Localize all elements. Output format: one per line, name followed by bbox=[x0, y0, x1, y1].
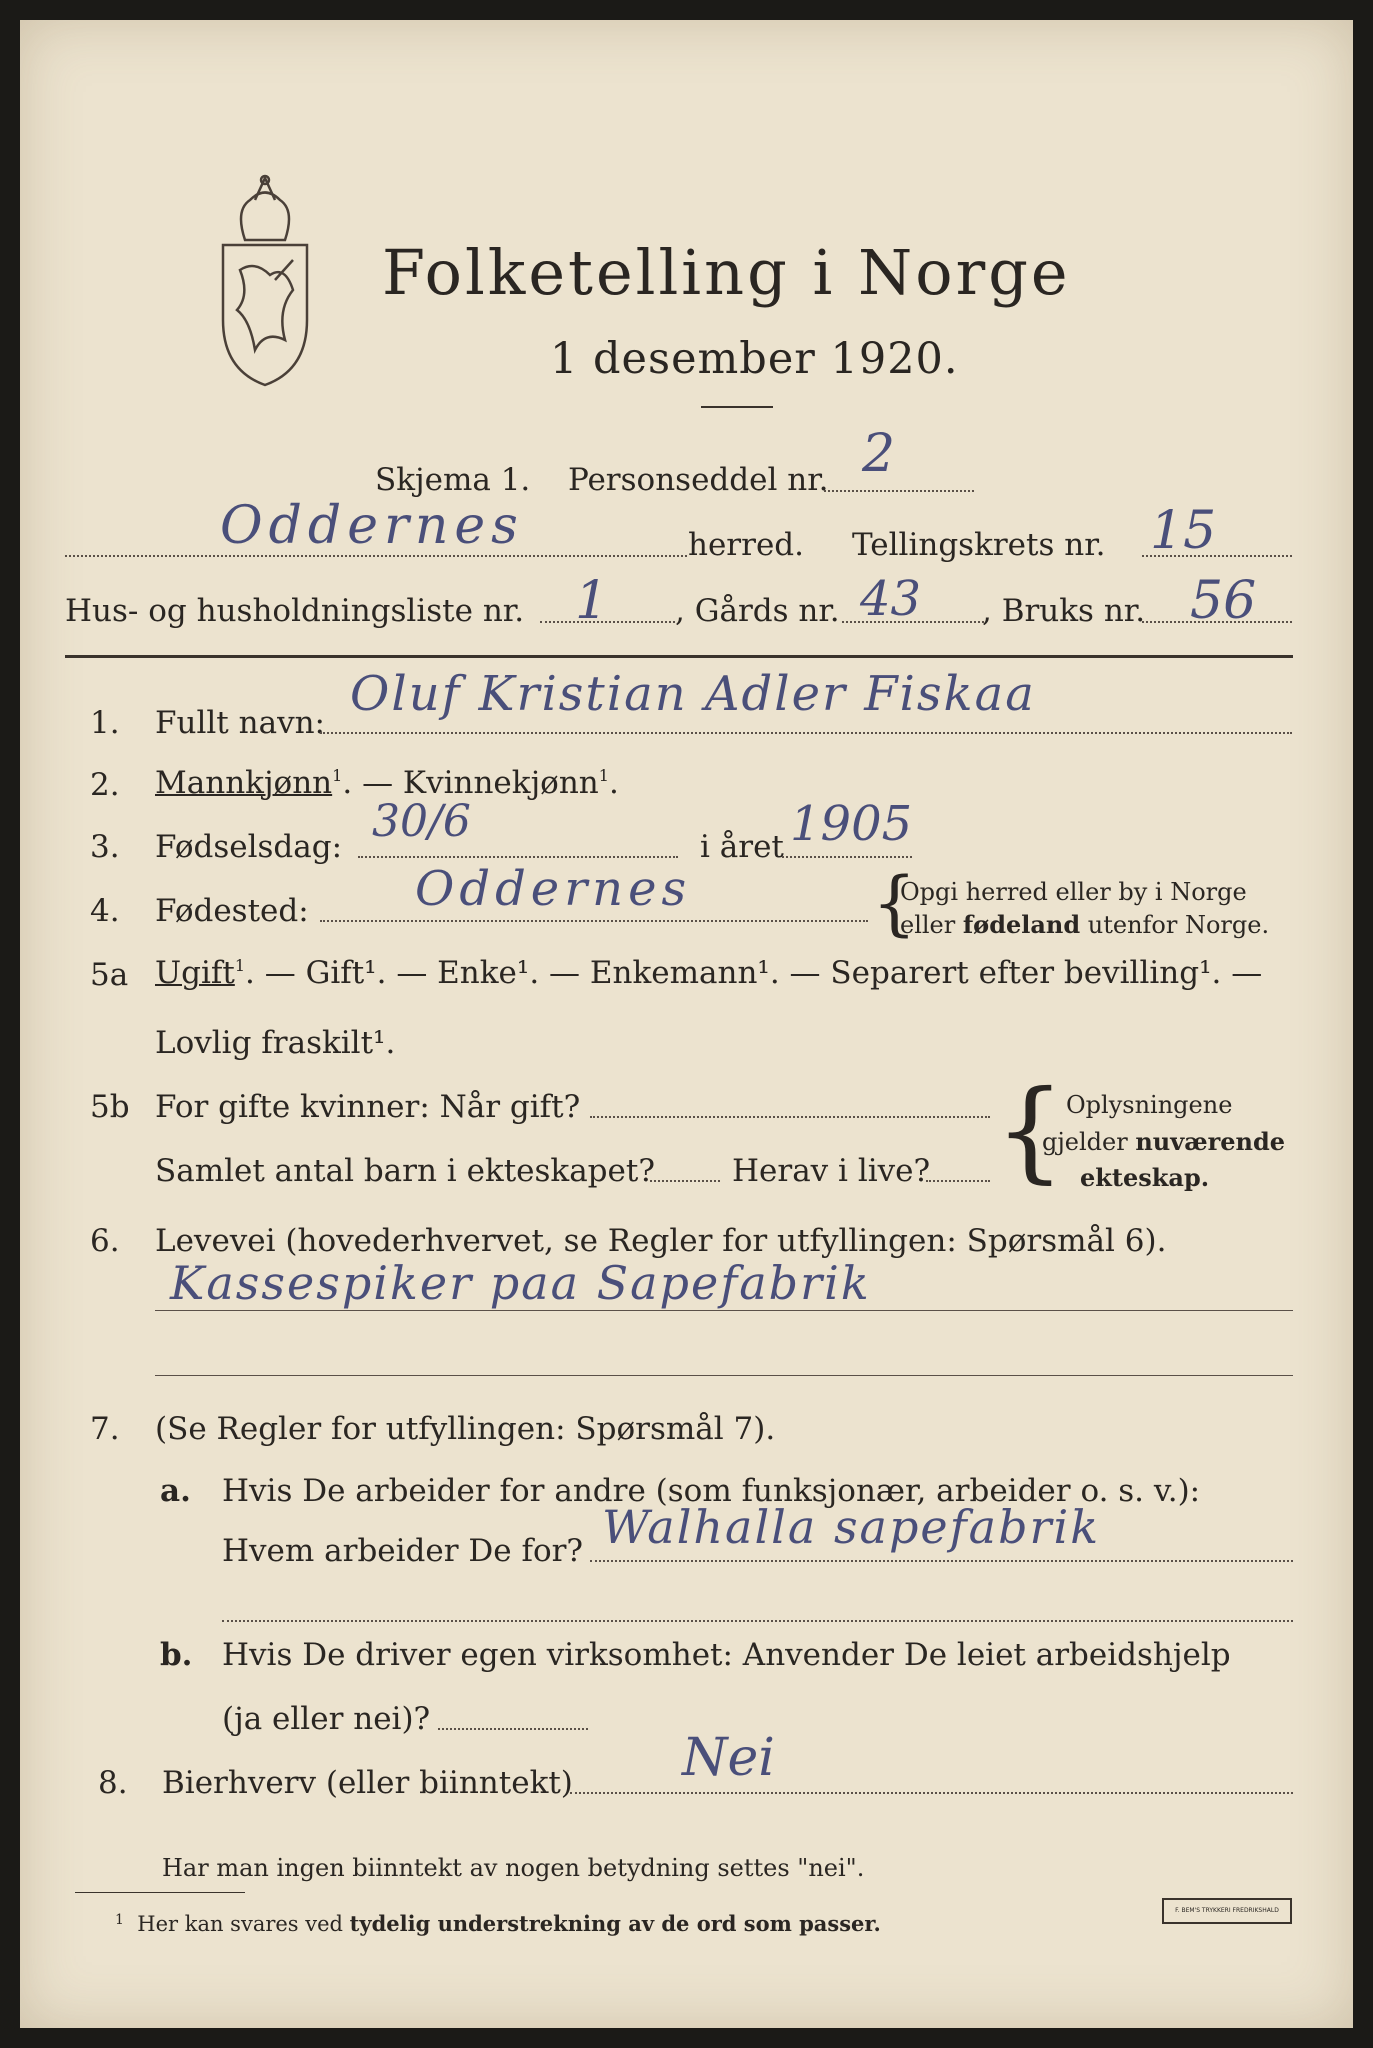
hus-value[interactable]: 1 bbox=[575, 571, 609, 631]
footer-note: Har man ingen biinntekt av nogen betydning settes "nei". bbox=[162, 1854, 865, 1882]
footnote: $^1$ Her kan svares ved tydelig understrekning av de ord som passer. bbox=[115, 1911, 881, 1936]
gards-value[interactable]: 43 bbox=[860, 571, 922, 627]
q6-label: Levevei (hovederhvervet, se Regler for utfyllingen: Spørsmål 6). bbox=[155, 1223, 1167, 1259]
q2-mannkjonn[interactable]: Mannkjønn bbox=[155, 765, 333, 801]
q3-number: 3. bbox=[90, 829, 120, 865]
q8-label: Bierhverv (eller biinntekt) bbox=[162, 1765, 573, 1801]
q5a-line2: Lovlig fraskilt¹. bbox=[155, 1025, 396, 1061]
q5b-number: 5b bbox=[90, 1089, 130, 1125]
bruks-value[interactable]: 56 bbox=[1190, 571, 1257, 631]
q1-number: 1. bbox=[90, 705, 120, 741]
q4-note-line2: eller fødeland utenfor Norge. bbox=[900, 910, 1270, 939]
personseddel-value[interactable]: 2 bbox=[862, 424, 896, 484]
footnote-divider bbox=[75, 1892, 245, 1893]
hus-label: Hus- og husholdningsliste nr. bbox=[65, 593, 525, 629]
q8-line bbox=[570, 1792, 1293, 1794]
gards-label: , Gårds nr. bbox=[675, 593, 840, 629]
q6-value[interactable]: Kassespiker paa Sapefabrik bbox=[170, 1256, 871, 1310]
q4-value[interactable]: Oddernes bbox=[415, 861, 692, 917]
herred-value[interactable]: Oddernes bbox=[220, 496, 524, 556]
q7b-line1: Hvis De driver egen virksomhet: Anvender De leiet arbeidshjelp bbox=[222, 1637, 1231, 1673]
q1-line bbox=[320, 732, 1292, 734]
q4-note-line1: Opgi herred eller by i Norge bbox=[900, 878, 1247, 906]
q5b-live-line bbox=[926, 1180, 990, 1182]
q7a-line2: Hvem arbeider De for? bbox=[222, 1533, 584, 1569]
q8-value[interactable]: Nei bbox=[682, 1728, 775, 1788]
q7b-line2: (ja eller nei)? bbox=[222, 1701, 431, 1737]
q5b-note1: Oplysningene bbox=[1066, 1091, 1233, 1119]
q7a-number: a. bbox=[160, 1473, 191, 1509]
q3-aret-label: i året bbox=[700, 829, 784, 865]
form-date: 1 desember 1920. bbox=[550, 334, 959, 384]
q6-line1 bbox=[155, 1310, 1293, 1311]
q7a-line1: Hvis De arbeider for andre (som funksjonær, arbeider o. s. v.): bbox=[222, 1473, 1201, 1509]
q4-line bbox=[320, 920, 868, 922]
q5b-nar-gift-line bbox=[590, 1116, 990, 1118]
q4-brace: { bbox=[872, 862, 917, 944]
q5b-line2b: Herav i live? bbox=[732, 1153, 931, 1189]
q1-value[interactable]: Oluf Kristian Adler Fiskaa bbox=[350, 666, 1036, 722]
q3-aret-line bbox=[782, 856, 912, 858]
q5a-ugift[interactable]: Ugift bbox=[155, 955, 235, 991]
bruks-label: , Bruks nr. bbox=[982, 593, 1146, 629]
tellingskrets-value[interactable]: 15 bbox=[1150, 501, 1217, 561]
q4-label: Fødested: bbox=[155, 893, 309, 929]
herred-label: herred. bbox=[688, 527, 804, 563]
q2-number: 2. bbox=[90, 767, 120, 803]
q7a-line bbox=[590, 1560, 1293, 1562]
coat-of-arms-icon bbox=[215, 170, 315, 390]
q5b-note3: ekteskap. bbox=[1080, 1163, 1210, 1192]
q5b-barn-line bbox=[650, 1180, 720, 1182]
printer-stamp: F. BEM'S TRYKKERI FREDRIKSHALD bbox=[1162, 1898, 1292, 1924]
census-form bbox=[20, 20, 1353, 2028]
title-divider bbox=[701, 406, 773, 408]
q7a-line2-rule bbox=[222, 1620, 1293, 1622]
q5b-line2a: Samlet antal barn i ekteskapet? bbox=[155, 1153, 655, 1189]
tellingskrets-label: Tellingskrets nr. bbox=[852, 527, 1106, 563]
q6-number: 6. bbox=[90, 1223, 120, 1259]
q5b-note2: gjelder nuværende bbox=[1042, 1127, 1286, 1156]
q7-number: 7. bbox=[90, 1411, 120, 1447]
personseddel-label: Personseddel nr. bbox=[568, 462, 829, 498]
personseddel-line bbox=[824, 490, 974, 492]
schema-label: Skjema 1. bbox=[375, 462, 531, 498]
q4-number: 4. bbox=[90, 893, 120, 929]
q1-label: Fullt navn: bbox=[155, 705, 325, 741]
q5a-number: 5a bbox=[90, 957, 129, 993]
q5b-brace: { bbox=[995, 1066, 1065, 1194]
q7b-line bbox=[438, 1728, 588, 1730]
q5b-line1: For gifte kvinner: Når gift? bbox=[155, 1089, 581, 1125]
q7b-number: b. bbox=[160, 1637, 193, 1673]
section-divider bbox=[65, 655, 1293, 658]
q3-value[interactable]: 30/6 bbox=[372, 796, 471, 847]
q7-label: (Se Regler for utfyllingen: Spørsmål 7). bbox=[155, 1411, 776, 1447]
q6-line2 bbox=[155, 1375, 1293, 1376]
q3-label: Fødselsdag: bbox=[155, 829, 343, 865]
q8-number: 8. bbox=[98, 1765, 128, 1801]
q3-aret-value[interactable]: 1905 bbox=[790, 796, 913, 852]
q7a-value[interactable]: Walhalla sapefabrik bbox=[602, 1500, 1101, 1554]
q2-kvinnekjonn[interactable]: — Kvinnekjønn bbox=[362, 765, 599, 801]
form-title: Folketelling i Norge bbox=[382, 236, 1071, 309]
q2-options: Mannkjønn$^1$. — Kvinnekjønn$^1$. bbox=[155, 765, 619, 801]
q3-line bbox=[358, 856, 678, 858]
q5a-options: Ugift$^1$. — Gift¹. — Enke¹. — Enkemann¹. — Separert efter bevilling¹. — bbox=[155, 955, 1263, 991]
